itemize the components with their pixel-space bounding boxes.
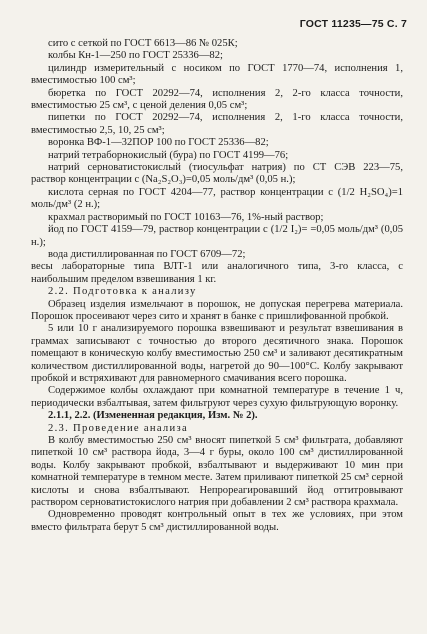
paragraph: вода дистиллированная по ГОСТ 6709—72; [48,248,246,260]
paragraph: 5 или 10 г анализируемого порошка взвешивают и результат взвешивания в граммах записывают с точностью до второго десятичного знака. Порошок помещают в коническую колбу вместимостью 250 см³ и заливают десятикратным количеством дистиллированной воды, нагретой до 90—100°С. Колбу закрывают пробкой и встряхивают для равномерного смачивания всего порошка. [31,323,403,384]
paragraph: пипетки по ГОСТ 20292—74, исполнения 2, 1-го класса точности, вместимостью 2,5, 10, 25 см³; [31,112,403,136]
paragraph: Одновременно проводят контрольный опыт в тех же условиях, при этом вместо фильтрата берут 5 см³ дистиллированной воды. [31,509,403,533]
document-body [31,38,403,534]
paragraph: сито с сеткой по ГОСТ 6613—86 № 025К; [48,38,238,49]
amendment-note: 2.1.1, 2.2. (Измененная редакция, Изм. № 2). [48,410,258,422]
section-heading: 2.2. Подготовка к анализу [48,286,197,298]
paragraph: В колбу вместимостью 250 см³ вносят пипеткой 5 см³ фильтрата, добавляют пипеткой 10 см³ раствора йода, 3—4 г буры, около 100 см³ дистиллированной воды. Колбу закрывают пробкой, взбалтывают и выдерживают 10 мин при комнатной температуре в темном месте. Затем приливают пипеткой 25 см³ серной кислоты и снова взбалтывают. Непрореагировавший йод оттитровывают раствором серноватистокислого натрия при добавлении 2 см³ раствора крахмала. [31,435,403,509]
paragraph: Содержимое колбы охлаждают при комнатной температуре в течение 1 ч, периодически взбалтывая, затем фильтруют через сухую фильтрующую воронку. [31,385,403,409]
section-heading: 2.3. Проведение анализа [48,422,188,434]
paragraph: крахмал растворимый по ГОСТ 10163—76, 1%-ный раствор; [48,211,324,223]
paragraph: воронка ВФ-1—32ПОР 100 по ГОСТ 25336—82; [48,137,269,149]
paragraph: колбы Кн-1—250 по ГОСТ 25336—82; [48,50,223,62]
paragraph: натрий тетраборнокислый (бура) по ГОСТ 4199—76; [48,149,289,161]
paragraph: натрий серноватистокислый (тиосульфат натрия) по СТ СЭВ 223—75, раствор концентрации с (Na₂S₂O₃)=0,05 моль/дм³ (0,05 н.); [31,162,403,186]
paragraph: Образец изделия измельчают в порошок, не допуская перегрева материала. Порошок просеивают через сито и хранят в банке с пришлифованной пробкой. [31,298,403,322]
page-header: ГОСТ 11235—75 С. 7 [299,18,407,30]
paragraph: цилиндр измерительный с носиком по ГОСТ 1770—74, исполнения 1, вместимостью 100 см³; [31,62,403,87]
paragraph: кислота серная по ГОСТ 4204—77, раствор концентрации с (1/2 H₂SO₄)=1 моль/дм³ (2 н.); [31,186,403,211]
paragraph: йод по ГОСТ 4159—79, раствор концентрации с (1/2 I₂)= =0,05 моль/дм³ (0,05 н.); [31,224,403,248]
paragraph: весы лабораторные типа ВЛТ-1 или аналогичного типа, 3-го класса, с наибольшим пределом взвешивания 1 кг. [31,261,403,285]
paragraph: бюретка по ГОСТ 20292—74, исполнения 2, 2-го класса точности, вместимостью 25 см³, с ценой деления 0,05 см³; [31,87,403,112]
